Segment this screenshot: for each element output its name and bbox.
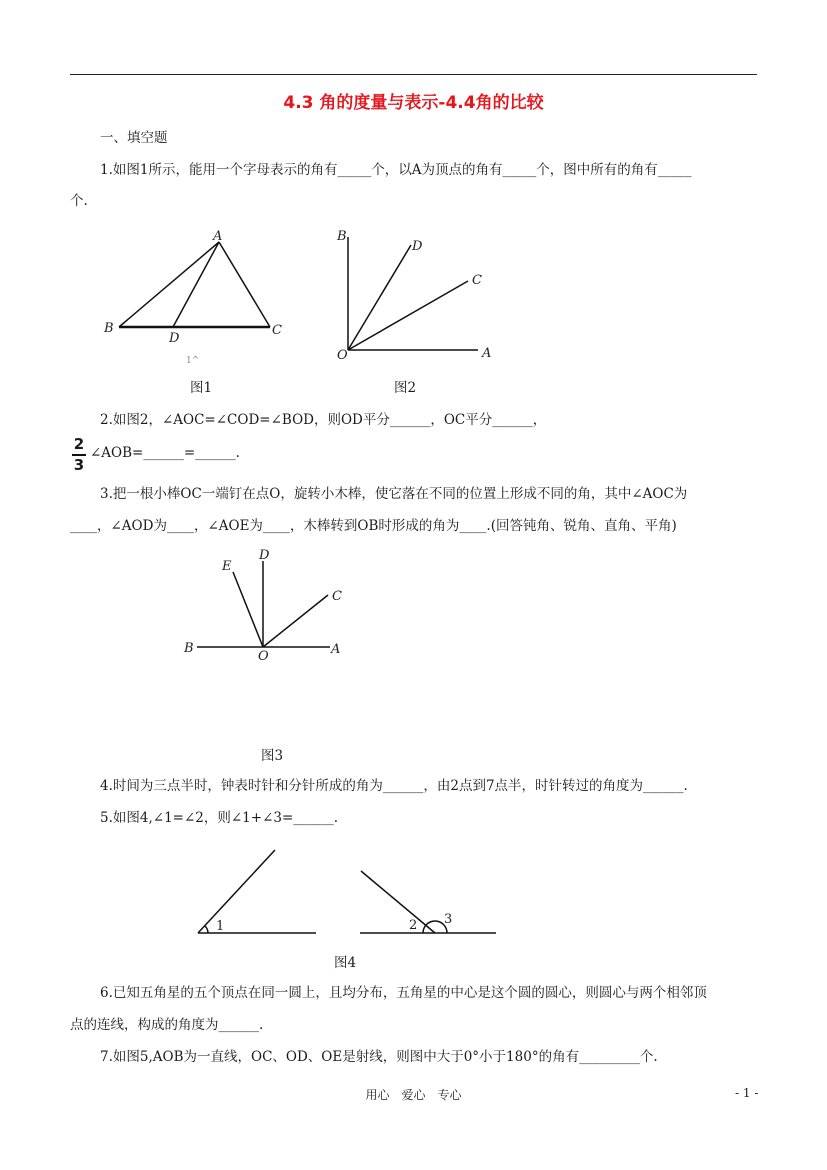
figure-3-caption: 图3	[261, 748, 284, 764]
fig2-label-a: A	[482, 346, 492, 361]
fig3-label-b: B	[184, 641, 194, 656]
question-6-line-1: 6.已知五角星的五个顶点在同一圆上，且均分布，五角星的中心是这个圆的圆心，则圆心与两个相邻顶	[100, 985, 707, 1001]
fig4-label-2: 2	[409, 918, 418, 933]
figure-2-caption: 图2	[394, 380, 417, 396]
question-7: 7.如图5,AOB为一直线，OC、OD、OE是射线，则图中大于0°小于180°的角有_________个.	[100, 1049, 658, 1065]
fig4-label-3: 3	[444, 912, 453, 927]
fraction-denominator: 3	[73, 455, 85, 474]
question-2-line-1: 2.如图2，∠AOC=∠COD=∠BOD，则OD平分______，OC平分______，	[100, 412, 547, 428]
fig4-label-1: 1	[216, 919, 225, 934]
figure-4-caption: 图4	[334, 955, 357, 971]
fig3-label-d: D	[259, 548, 270, 563]
page-number: - 1 -	[735, 1086, 759, 1100]
question-6-line-2: 点的连线，构成的角度为______.	[70, 1017, 264, 1033]
section-heading: 一、填空题	[100, 130, 168, 146]
page-footer: 用心 爱心 专心	[365, 1088, 462, 1102]
fig3-label-c: C	[332, 589, 342, 604]
page-title: 4.3 角的度量与表示-4.4角的比较	[283, 93, 544, 113]
fig2-label-b: B	[337, 229, 347, 244]
fraction-numerator: 2	[73, 435, 85, 453]
fig2-label-o: O	[337, 348, 348, 363]
fig1-stray-mark: 1^	[186, 356, 200, 366]
fig1-label-a: A	[213, 229, 223, 244]
question-5: 5.如图4,∠1=∠2，则∠1+∠3=______.	[100, 810, 339, 826]
fig1-label-b: B	[104, 321, 114, 336]
question-1-line-1: 1.如图1所示，能用一个字母表示的角有_____个，以A为顶点的角有_____个，图中所有的角有_____	[100, 162, 692, 178]
fig2-label-d: D	[412, 239, 423, 254]
question-4: 4.时间为三点半时，钟表时针和分针所成的角为______，由2点到7点半，时针转过的角度为______.	[100, 778, 688, 794]
figure-1-caption: 图1	[190, 380, 213, 396]
fig1-label-c: C	[272, 323, 282, 338]
question-1-line-2: 个.	[70, 193, 88, 209]
fig3-label-e: E	[222, 559, 232, 574]
fig3-label-a: A	[331, 642, 341, 657]
question-2-line-2: ∠AOB=______=______.	[90, 445, 240, 461]
fig2-label-c: C	[472, 273, 482, 288]
fig3-label-o: O	[258, 649, 269, 664]
question-3-line-2: ____，∠AOD为____，∠AOE为____，木棒转到OB时形成的角为____.(回答钝角、锐角、直角、平角)	[70, 518, 677, 534]
fig1-label-d: D	[169, 331, 180, 346]
question-3-line-1: 3.把一根小棒OC一端钉在点O，旋转小木棒，使它落在不同的位置上形成不同的角，其中∠AOC为	[100, 486, 688, 502]
